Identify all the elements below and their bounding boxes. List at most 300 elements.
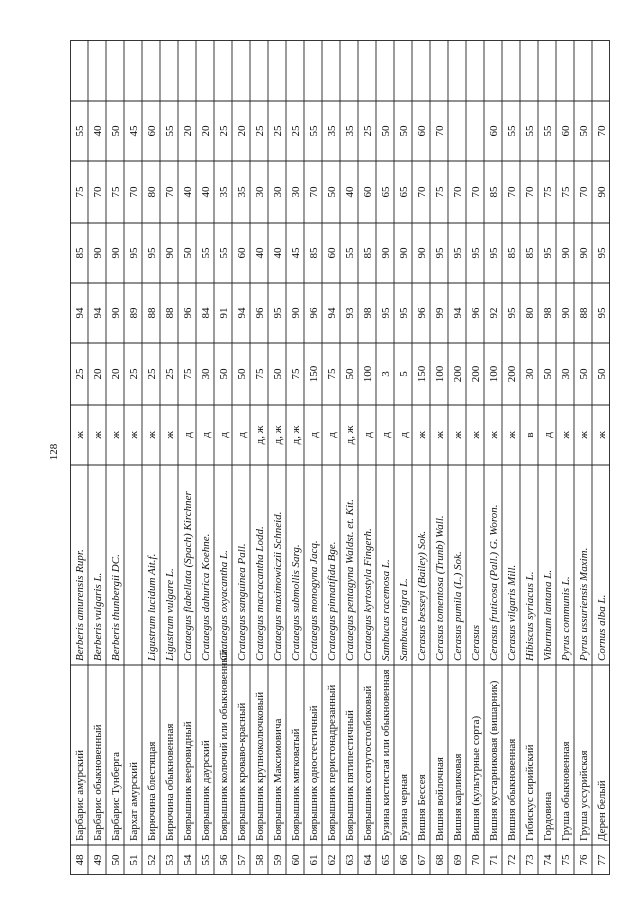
cell-type: ж — [128, 431, 140, 439]
cell-lat: Crataegus oxyacantha L. — [218, 550, 230, 661]
cell-v4: 85 — [488, 186, 500, 198]
cell-v4: 40 — [182, 186, 194, 198]
cell-ru: Бирючина блестящая — [146, 741, 158, 841]
cell-ru: Груша обыкновенная — [560, 741, 572, 841]
cell-v1: 200 — [470, 365, 482, 383]
cell-n: 53 — [164, 854, 176, 866]
cell-v4: 75 — [560, 186, 572, 198]
table-row — [578, 125, 590, 866]
cell-v2: 90 — [290, 307, 302, 319]
cell-ru: Боярышник колючий или обыкновенный — [218, 649, 230, 841]
cell-lat: Crataegus pinnatifida Bge. — [326, 541, 338, 661]
cell-v3: 95 — [542, 247, 554, 259]
cell-lat: Crataegus pentagyna Waldst. et. Kit. — [344, 499, 356, 661]
cell-v5: 25 — [362, 125, 374, 137]
cell-v5: 50 — [110, 125, 122, 137]
cell-v2: 95 — [398, 307, 410, 319]
cell-lat: Berberis thunbergii DC. — [110, 554, 122, 661]
cell-lat: Sambucus nigra L. — [398, 578, 410, 661]
cell-type: ж — [578, 431, 590, 439]
cell-v4: 70 — [416, 186, 428, 198]
cell-ru: Боярышник пятипестичный — [344, 710, 356, 841]
cell-v4: 70 — [470, 186, 482, 198]
cell-v1: 50 — [218, 368, 230, 380]
cell-type: ж — [146, 431, 158, 439]
cell-type: д — [200, 432, 212, 438]
cell-lat: Hibiscus syriacus L. — [524, 571, 536, 661]
table-row — [74, 125, 86, 866]
cell-v5: 55 — [542, 125, 554, 137]
cell-v3: 55 — [344, 247, 356, 259]
cell-ru: Боярышник мягковатый — [290, 728, 302, 841]
cell-v2: 88 — [146, 307, 158, 319]
table-row — [200, 125, 212, 866]
cell-type: ж — [488, 431, 500, 439]
cell-v5: 25 — [218, 125, 230, 137]
cell-v2: 98 — [362, 307, 374, 319]
cell-v1: 75 — [254, 368, 266, 380]
cell-v3: 60 — [326, 247, 338, 259]
cell-v3: 95 — [434, 247, 446, 259]
cell-type: д, ж — [290, 425, 302, 445]
table-row — [128, 125, 140, 866]
cell-v2: 84 — [200, 307, 212, 319]
cell-type: ж — [74, 431, 86, 439]
cell-v5: 60 — [416, 125, 428, 137]
cell-type: ж — [92, 431, 104, 439]
cell-ru: Боярышник согнутостолбиковый — [362, 685, 374, 841]
cell-lat: Pyrus communis L. — [560, 576, 572, 661]
cell-v3: 85 — [362, 247, 374, 259]
species-table — [70, 40, 610, 875]
table-row — [596, 125, 608, 866]
cell-lat: Cerasus fruticosa (Pall.) G. Woron. — [488, 504, 500, 661]
cell-v1: 200 — [452, 365, 464, 383]
cell-v4: 50 — [326, 186, 338, 198]
cell-lat: Berberis amurensis Rupr. — [74, 549, 86, 661]
cell-v1: 50 — [578, 368, 590, 380]
cell-v3: 90 — [110, 247, 122, 259]
cell-v3: 55 — [200, 247, 212, 259]
cell-type: ж — [164, 431, 176, 439]
cell-v4: 75 — [74, 186, 86, 198]
cell-lat: Ligustrum lucidum Ait.f. — [146, 553, 158, 661]
cell-ru: Барбарис обыкновенный — [92, 724, 104, 841]
cell-type: д — [236, 432, 248, 438]
cell-v2: 96 — [182, 307, 194, 319]
cell-v2: 90 — [560, 307, 572, 319]
cell-n: 49 — [92, 854, 104, 866]
cell-ru: Вишня Бессея — [416, 774, 428, 841]
cell-n: 72 — [506, 854, 518, 866]
cell-v4: 70 — [308, 186, 320, 198]
cell-v3: 90 — [92, 247, 104, 259]
table-row — [506, 125, 518, 866]
cell-type: д — [542, 432, 554, 438]
cell-v5: 50 — [380, 125, 392, 137]
cell-v5: 60 — [146, 125, 158, 137]
cell-v1: 30 — [560, 368, 572, 380]
cell-n: 50 — [110, 854, 122, 866]
cell-type: ж — [434, 431, 446, 439]
cell-v4: 35 — [218, 186, 230, 198]
table-row — [488, 125, 500, 866]
cell-v3: 85 — [506, 247, 518, 259]
cell-ru: Бирючина обыкновенная — [164, 723, 176, 841]
cell-v3: 95 — [470, 247, 482, 259]
cell-v5: 55 — [74, 125, 86, 137]
cell-v1: 100 — [488, 365, 500, 383]
table-row — [146, 125, 158, 866]
cell-ru: Боярышник одностестичный — [308, 705, 320, 841]
cell-ru: Бузина черная — [398, 773, 410, 841]
cell-v2: 91 — [218, 307, 230, 319]
cell-v4: 80 — [146, 186, 158, 198]
cell-n: 69 — [452, 854, 464, 866]
cell-v5: 50 — [578, 125, 590, 137]
cell-v4: 70 — [452, 186, 464, 198]
cell-v2: 89 — [128, 307, 140, 319]
cell-v1: 25 — [128, 368, 140, 380]
cell-ru: Боярышник даурский — [200, 740, 212, 841]
cell-type: ж — [560, 431, 572, 439]
table-row — [326, 125, 338, 866]
cell-ru: Боярышник кроваво-красный — [236, 702, 248, 841]
table-row — [308, 125, 320, 866]
cell-v5: 55 — [506, 125, 518, 137]
cell-v4: 70 — [128, 186, 140, 198]
cell-v1: 150 — [308, 365, 320, 383]
cell-v4: 75 — [434, 186, 446, 198]
cell-v5: 35 — [326, 125, 338, 137]
cell-v2: 95 — [272, 307, 284, 319]
cell-type: д — [182, 432, 194, 438]
cell-v3: 95 — [488, 247, 500, 259]
table-row — [290, 125, 302, 866]
cell-v2: 96 — [308, 307, 320, 319]
cell-ru: Гибискус сирийский — [524, 744, 536, 841]
cell-type: д — [398, 432, 410, 438]
cell-v5: 35 — [344, 125, 356, 137]
cell-lat: Berberis vulgaris L. — [92, 572, 104, 661]
cell-type: д — [380, 432, 392, 438]
cell-v2: 96 — [416, 307, 428, 319]
table-row — [362, 125, 374, 866]
cell-ru: Вишня кустарниковая (вишарник) — [488, 680, 500, 841]
table-row — [182, 125, 194, 866]
cell-v2: 96 — [254, 307, 266, 319]
cell-v1: 25 — [146, 368, 158, 380]
cell-v2: 80 — [524, 307, 536, 319]
cell-v1: 20 — [110, 368, 122, 380]
cell-ru: Барбарис амурский — [74, 749, 86, 841]
cell-ru: Боярышник крупноколючковый — [254, 691, 266, 841]
cell-v4: 70 — [164, 186, 176, 198]
cell-v1: 25 — [74, 368, 86, 380]
cell-v4: 30 — [290, 186, 302, 198]
table-row — [236, 125, 248, 866]
table-row — [164, 125, 176, 866]
cell-v4: 30 — [254, 186, 266, 198]
cell-n: 64 — [362, 854, 374, 866]
cell-v2: 94 — [236, 307, 248, 319]
table-row — [254, 125, 266, 866]
cell-n: 55 — [200, 854, 212, 866]
cell-ru: Вишня войлочная — [434, 757, 446, 841]
cell-v1: 100 — [434, 365, 446, 383]
cell-ru: Дерен белый — [596, 780, 608, 841]
cell-type: д, ж — [254, 425, 266, 445]
cell-v5: 20 — [200, 125, 212, 137]
cell-lat: Crataegus kyrtostyla Fingerh. — [362, 528, 374, 661]
cell-v2: 88 — [578, 307, 590, 319]
cell-ru: Вишня карликовая — [452, 753, 464, 841]
cell-v2: 95 — [596, 307, 608, 319]
cell-n: 58 — [254, 854, 266, 866]
cell-lat: Crataegus dahurica Koehne. — [200, 533, 212, 661]
table-row — [344, 125, 356, 866]
cell-v1: 150 — [416, 365, 428, 383]
cell-n: 67 — [416, 854, 428, 866]
cell-ru: Вишня (культурные сорта) — [470, 715, 482, 841]
table-row — [92, 125, 104, 866]
cell-v3: 90 — [416, 247, 428, 259]
cell-v1: 75 — [182, 368, 194, 380]
cell-lat: Pyrus ussuriensis Maxim. — [578, 547, 590, 661]
cell-v1: 50 — [236, 368, 248, 380]
cell-n: 70 — [470, 854, 482, 866]
table-row — [560, 125, 572, 866]
cell-v5: 70 — [596, 125, 608, 137]
cell-type: ж — [506, 431, 518, 439]
cell-v2: 94 — [326, 307, 338, 319]
cell-n: 73 — [524, 854, 536, 866]
cell-n: 74 — [542, 854, 554, 866]
cell-v3: 90 — [380, 247, 392, 259]
table-row — [110, 125, 122, 866]
cell-lat: Cerasus tomentosa (Trunb) Wall. — [434, 515, 446, 661]
cell-v5: 70 — [434, 125, 446, 137]
cell-n: 63 — [344, 854, 356, 866]
cell-n: 71 — [488, 854, 500, 866]
table-row — [272, 125, 284, 866]
cell-v1: 3 — [380, 371, 392, 377]
cell-v4: 75 — [110, 186, 122, 198]
cell-v3: 45 — [290, 247, 302, 259]
cell-v5: 25 — [254, 125, 266, 137]
cell-v3: 90 — [578, 247, 590, 259]
cell-ru: Вишня обыкновенная — [506, 738, 518, 841]
cell-type: д, ж — [344, 425, 356, 445]
cell-n: 61 — [308, 854, 320, 866]
cell-lat: Cerasus pumila (L.) Sok. — [452, 551, 464, 661]
cell-v3: 95 — [146, 247, 158, 259]
cell-v5: 55 — [164, 125, 176, 137]
cell-v5: 25 — [272, 125, 284, 137]
cell-lat: Crataegus maximowiczii Schneid. — [272, 511, 284, 661]
species-table-svg — [70, 40, 610, 875]
cell-ru: Боярышник вееровидный — [182, 721, 194, 841]
cell-v2: 90 — [110, 307, 122, 319]
cell-ru: Бархат амурский — [128, 761, 140, 841]
cell-n: 66 — [398, 854, 410, 866]
cell-v1: 100 — [362, 365, 374, 383]
cell-v3: 95 — [128, 247, 140, 259]
cell-v1: 75 — [326, 368, 338, 380]
cell-v4: 40 — [344, 186, 356, 198]
cell-ru: Боярышник Максимовича — [272, 718, 284, 841]
cell-v2: 94 — [452, 307, 464, 319]
cell-v2: 96 — [470, 307, 482, 319]
cell-v3: 90 — [164, 247, 176, 259]
cell-v1: 30 — [524, 368, 536, 380]
cell-v5: 25 — [290, 125, 302, 137]
cell-v2: 99 — [434, 307, 446, 319]
cell-lat: Crataegus sanguinea Pall. — [236, 543, 248, 661]
table-row — [398, 125, 410, 866]
cell-v3: 85 — [524, 247, 536, 259]
table-row — [524, 125, 536, 866]
cell-v4: 65 — [398, 186, 410, 198]
table-row — [434, 125, 446, 866]
cell-lat: Cornus alba L. — [596, 594, 608, 661]
cell-v4: 70 — [578, 186, 590, 198]
cell-lat: Crataegus monogyna Jacq. — [308, 540, 320, 661]
cell-type: в — [524, 432, 536, 438]
cell-ru: Бузина кистистая или обыкновенная — [380, 669, 392, 841]
cell-type: ж — [110, 431, 122, 439]
cell-v3: 55 — [218, 247, 230, 259]
cell-n: 62 — [326, 854, 338, 866]
cell-lat: Crataegus flabellata (Spach) Kirchner — [182, 491, 194, 661]
cell-v2: 93 — [344, 307, 356, 319]
cell-v5: 55 — [524, 125, 536, 137]
cell-v4: 65 — [380, 186, 392, 198]
cell-lat: Viburnum lantana L. — [542, 569, 554, 661]
cell-n: 76 — [578, 854, 590, 866]
cell-v5: 45 — [128, 125, 140, 137]
cell-v1: 50 — [542, 368, 554, 380]
cell-v3: 90 — [560, 247, 572, 259]
cell-v4: 35 — [236, 186, 248, 198]
cell-v2: 94 — [74, 307, 86, 319]
cell-ru: Барбарис Тунберга — [110, 752, 122, 841]
cell-lat: Cerasus — [470, 624, 482, 661]
cell-n: 59 — [272, 854, 284, 866]
cell-v2: 95 — [380, 307, 392, 319]
cell-v1: 25 — [164, 368, 176, 380]
cell-v4: 30 — [272, 186, 284, 198]
cell-v4: 70 — [92, 186, 104, 198]
cell-v3: 95 — [596, 247, 608, 259]
cell-v5: 60 — [560, 125, 572, 137]
cell-n: 48 — [74, 854, 86, 866]
cell-v1: 200 — [506, 365, 518, 383]
cell-v3: 40 — [272, 247, 284, 259]
table-row — [542, 125, 554, 866]
cell-v2: 95 — [506, 307, 518, 319]
cell-v1: 50 — [344, 368, 356, 380]
cell-ru: Груша уссурийская — [578, 750, 590, 841]
cell-v1: 50 — [596, 368, 608, 380]
cell-v1: 50 — [272, 368, 284, 380]
table-row — [380, 125, 392, 866]
cell-v3: 90 — [398, 247, 410, 259]
cell-v2: 98 — [542, 307, 554, 319]
cell-v1: 30 — [200, 368, 212, 380]
cell-n: 65 — [380, 854, 392, 866]
cell-v3: 60 — [236, 247, 248, 259]
cell-v2: 88 — [164, 307, 176, 319]
cell-n: 57 — [236, 854, 248, 866]
cell-n: 51 — [128, 854, 140, 866]
cell-v1: 20 — [92, 368, 104, 380]
cell-v5: 55 — [308, 125, 320, 137]
page-number: 128 — [48, 443, 60, 461]
cell-v5: 60 — [488, 125, 500, 137]
table-row — [470, 186, 482, 866]
cell-v3: 85 — [308, 247, 320, 259]
cell-v5: 20 — [182, 125, 194, 137]
cell-n: 77 — [596, 854, 608, 866]
cell-type: ж — [416, 431, 428, 439]
cell-type: ж — [452, 431, 464, 439]
cell-lat: Crataegus submollis Sarg. — [290, 544, 302, 661]
cell-n: 68 — [434, 854, 446, 866]
cell-v1: 5 — [398, 371, 410, 377]
cell-type: ж — [470, 431, 482, 439]
cell-n: 54 — [182, 854, 194, 866]
cell-lat: Crataegus macracantha Lodd. — [254, 526, 266, 661]
cell-v5: 20 — [236, 125, 248, 137]
cell-v3: 40 — [254, 247, 266, 259]
cell-v4: 75 — [542, 186, 554, 198]
cell-v4: 60 — [362, 186, 374, 198]
cell-type: д — [326, 432, 338, 438]
cell-v4: 70 — [524, 186, 536, 198]
table-row — [416, 125, 428, 866]
table-row — [218, 125, 230, 866]
cell-lat: Cerasus vilgaris Mill. — [506, 564, 518, 661]
table-row — [452, 186, 464, 866]
cell-type: д — [308, 432, 320, 438]
cell-v1: 75 — [290, 368, 302, 380]
cell-v2: 92 — [488, 307, 500, 319]
cell-ru: Боярышник перистонадрезанный — [326, 684, 338, 841]
cell-n: 75 — [560, 854, 572, 866]
cell-v2: 94 — [92, 307, 104, 319]
cell-n: 56 — [218, 854, 230, 866]
cell-ru: Гордовина — [542, 791, 554, 841]
cell-v3: 85 — [74, 247, 86, 259]
cell-type: ж — [596, 431, 608, 439]
cell-n: 60 — [290, 854, 302, 866]
cell-v3: 95 — [452, 247, 464, 259]
cell-v4: 90 — [596, 186, 608, 198]
cell-lat: Ligustrum vulgare L. — [164, 568, 176, 661]
cell-type: д, ж — [272, 425, 284, 445]
cell-v5: 40 — [92, 125, 104, 137]
cell-n: 52 — [146, 854, 158, 866]
cell-v4: 40 — [200, 186, 212, 198]
cell-lat: Sambucus racemosa L. — [380, 559, 392, 661]
cell-lat: Cerasus besseyi (Bailey) Sok. — [416, 530, 428, 661]
cell-v5: 50 — [398, 125, 410, 137]
cell-v4: 70 — [506, 186, 518, 198]
cell-v3: 50 — [182, 247, 194, 259]
cell-type: д — [362, 432, 374, 438]
cell-type: д — [218, 432, 230, 438]
